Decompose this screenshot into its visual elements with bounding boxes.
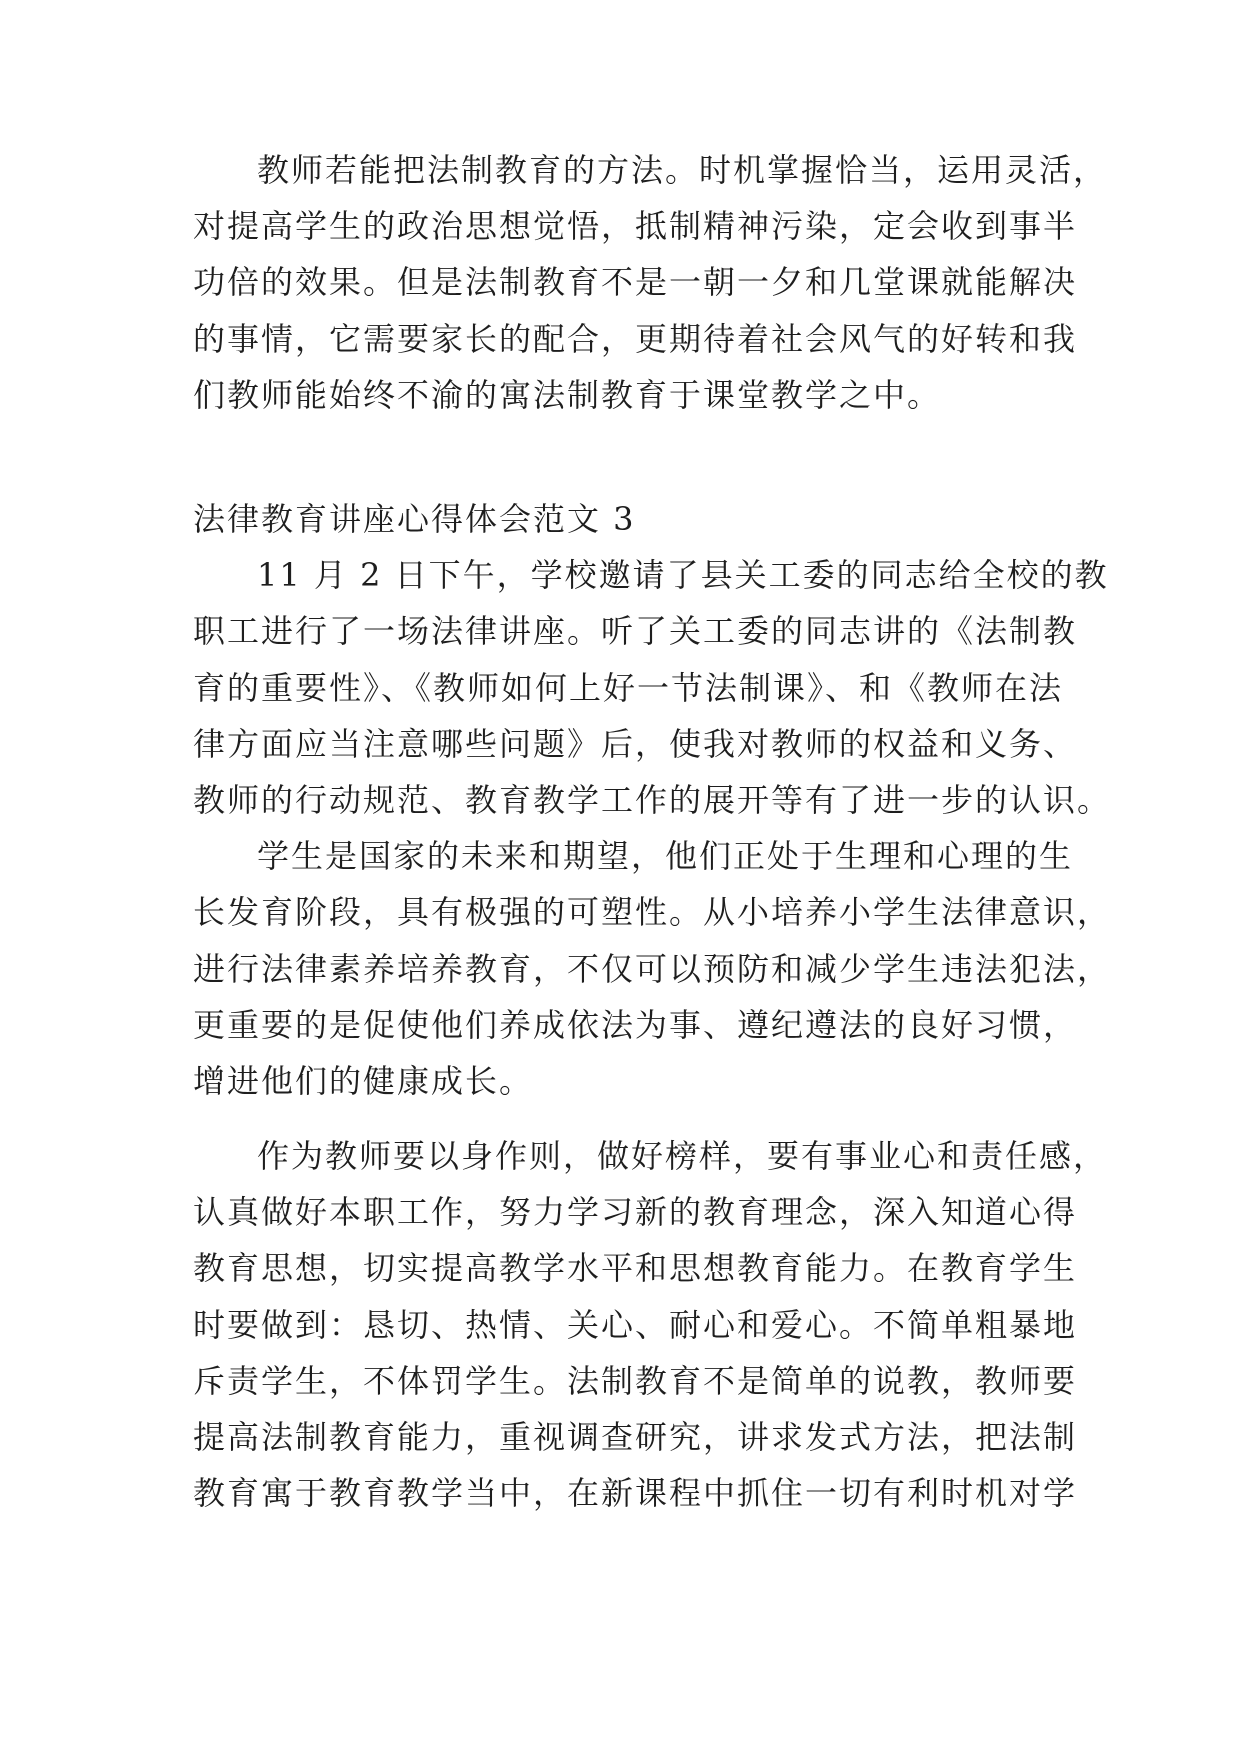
paragraph-3-line: 增进他们的健康成长。 xyxy=(193,1062,534,1100)
paragraph-4-line: 提高法制教育能力，重视调查研究，讲求发式方法，把法制 xyxy=(193,1418,1078,1456)
paragraph-3-line: 进行法律素养培养教育，不仅可以预防和减少学生违法犯法， xyxy=(193,950,1112,988)
paragraph-1-line: 功倍的效果。但是法制教育不是一朝一夕和几堂课就能解决 xyxy=(193,263,1078,301)
paragraph-4-line: 教育寓于教育教学当中，在新课程中抓住一切有利时机对学 xyxy=(193,1474,1078,1512)
paragraph-2-line: 11 月 2 日下午，学校邀请了县关工委的同志给全校的教 xyxy=(257,556,1109,594)
paragraph-1-line: 教师若能把法制教育的方法。时机掌握恰当，运用灵活， xyxy=(257,151,1108,189)
paragraph-2-line: 职工进行了一场法律讲座。听了关工委的同志讲的《法制教 xyxy=(193,612,1078,650)
paragraph-4-line: 认真做好本职工作，努力学习新的教育理念，深入知道心得 xyxy=(193,1193,1078,1231)
paragraph-3-line: 长发育阶段，具有极强的可塑性。从小培养小学生法律意识， xyxy=(193,893,1112,931)
paragraph-3-line: 学生是国家的未来和期望，他们正处于生理和心理的生 xyxy=(257,837,1074,875)
paragraph-2-line: 教师的行动规范、教育教学工作的展开等有了进一步的认识。 xyxy=(193,781,1112,819)
section-heading: 法律教育讲座心得体会范文 3 xyxy=(193,500,636,538)
paragraph-2-line: 律方面应当注意哪些问题》后，使我对教师的权益和义务、 xyxy=(193,725,1078,763)
paragraph-4-line: 教育思想，切实提高教学水平和思想教育能力。在教育学生 xyxy=(193,1249,1078,1287)
paragraph-1-line: 对提高学生的政治思想觉悟，抵制精神污染，定会收到事半 xyxy=(193,207,1078,245)
paragraph-4-line: 斥责学生，不体罚学生。法制教育不是简单的说教，教师要 xyxy=(193,1362,1078,1400)
paragraph-1-line: 们教师能始终不渝的寓法制教育于课堂教学之中。 xyxy=(193,376,942,414)
paragraph-3-line: 更重要的是促使他们养成依法为事、遵纪遵法的良好习惯， xyxy=(193,1006,1078,1044)
paragraph-4-line: 作为教师要以身作则，做好榜样，要有事业心和责任感， xyxy=(257,1137,1108,1175)
paragraph-2-line: 育的重要性》、《教师如何上好一节法制课》、和《教师在法 xyxy=(193,669,1064,707)
paragraph-1-line: 的事情，它需要家长的配合，更期待着社会风气的好转和我 xyxy=(193,320,1078,358)
paragraph-4-line: 时要做到：恳切、热情、关心、耐心和爱心。不简单粗暴地 xyxy=(193,1306,1078,1344)
